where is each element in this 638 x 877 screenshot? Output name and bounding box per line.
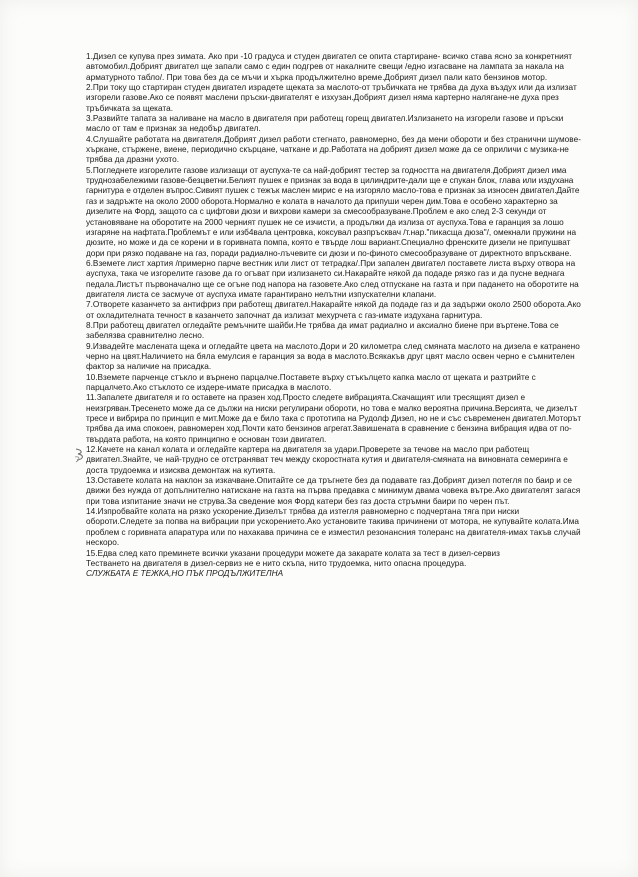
final-statement: СЛУЖБАТА Е ТЕЖКА,НО ПЪК ПРОДЪЛЖИТЕЛНА bbox=[86, 569, 284, 579]
paragraph-11: 11.Запалете двигателя и го оставете на празен ход.Просто следете вибрацията.Скачащият или тресящият дизел е неизгряван.Тресенето може да се дължи на ниски регулирани обороти, но това е малко вероятна причина.Версията, че дизелът тресе и вибрира по принцип е мит.Може да е било така с прототипа на Рудолф Дизел, но не и със съвременен двигател.Моторът трябва да има спокоен, равномерен ход.Почти като бензинов агрегат.Завишената в сравнение с бензина вибрация идва от по-твърдата работа, на която принципно е основан този двигател. bbox=[86, 393, 582, 444]
paragraph-7: 7.Отворете казанчето за антифриз при работещ двигател.Накарайте някой да подаде газ и да задържи около 2500 оборота.Ако от охладителната течност в казанчето започнат да излизат мехурчета с газ-имате издухана гарнитура. bbox=[86, 300, 581, 320]
paragraph-3: 3.Развийте тапата за наливане на масло в двигателя при работещ горещ двигател.Излизането на изгорели газове и пръски масло от там е признак за недобър двигател. bbox=[86, 114, 564, 134]
paragraph-15: 15.Едва след като преминете всички указани процедури можете да закарате колата за тест в дизел-сервиз bbox=[86, 548, 500, 558]
document-body bbox=[86, 52, 584, 580]
paragraph-6: 6.Вземете лист хартия /примерно парче вестник или лист от тетрадка/.При запален двигател поставете листа върху отвора на ауспуха, така че изгорелите газове да го огъват при излизането си.Накарайте някой да подаде рязко газ и да пусне веднага педала.Листът първоначално ще се огъне под напора на газовете.Ако след отпускане на газта и при падането на оборотите на двигателя листа се засмуче от ауспуха имате гарантирано нелътни изпускателни клапани. bbox=[86, 258, 579, 299]
closing-statement: Тестването на двигателя в дизел-сервиз не е нито скъпа, нито трудоемка, нито опасна процедура. bbox=[86, 558, 467, 568]
paragraph-13: 13.Оставете колата на наклон за изкачване.Опитайте се да тръгнете без да подавате газ.Добрият дизел потегля по баир и се движи без нужда от допълнително натискане на газта на първа предавка с минимум двама човека вътре.Ако двигателят загася при това изпитание значи не струва.За сведение моя Форд катери без газ доста стръмни баири по черен път. bbox=[86, 476, 581, 506]
paragraph-10: 10.Вземете парченце стъкло и върнено парцалче.Поставете върху стъкълцето капка масло от щеката и разтрийте с парцалчето.Ако стъклото се издере-имате присадка в маслото. bbox=[86, 372, 536, 392]
paragraph-1: 1.Дизел се купува през зимата. Ако при -10 градуса и студен двигател се опита стартиране- всичко става ясно за конкретният автомобил.Добрият двигател ще запали само с един подгрев от накалните свещи /едно изгасване на лампата за накала на арматурното табло/. При това без да се мъчи и хърка продължително време.Добрият дизел пали като бензинов мотор. bbox=[86, 52, 573, 82]
margin-scribble-mark bbox=[73, 447, 87, 461]
paragraph-4: 4.Слушайте работата на двигателя.Добрият дизел работи стегнато, равномерно, без да мени обороти и без странични шумове-хъркане, стържене, виене, периодично скърцане, чаткане и др.Работата на добрият дизел може да се оприличи с музика-не трябва да дразни ухото. bbox=[86, 134, 581, 165]
paragraph-14: 14.Изпробвайте колата на рязко ускорение.Дизелът трябва да изтегля равномерно с подчертана тяга при ниски обороти.Следете за попва на вибрации при ускорението.Ако установите такива причинени от мотора, не купувайте колата.Има проблем с горивната апаратура или по нахакава причина се е изместил резонансния толеранс на двигателя-имах такъв случай нескоро. bbox=[86, 507, 581, 548]
paragraph-8: 8.При работещ двигател огледайте ремъчните шайби.Не трябва да имат радиално и аксиално биене при въртене.Това се забелязва сравнително лесно. bbox=[86, 320, 559, 341]
paragraph-2: 2.При току що стартиран студен двигател израдете щеката за маслото-от тръбичката не трябва да духа въздух или да излизат изгорели газове.Ако се появят маслени пръски-двигателят е изхузан.Добрият дизел няма картерно налягане-не духа през тръбичката за щеката. bbox=[86, 83, 577, 113]
paragraph-5: 5.Погледнете изгорелите газове излизащи от ауспуха-те са най-добрият тестер за годността на двигателя.Добрият дизел има трудноза6ележими газове-безцветни.Белият пушек е признак за вода в цилиндрите-дали ще е спукан блок, глава или издухана гарнитура е отделен въпрос.Сивият пушек с тежък маслен мирис е на изгоряло масло-това е признак за износен двигател.Дайте газ и задръжте на около 2000 оборота.Нормално е колата в началото да припуши черен дим.Това е особено характерно за дизелите на Форд, защото са с цифтови дюзи и вихрови камери за смесообразуване.Проблем е ако след 2-3 секунди от установяване на оборотите на 2000 черният пушек не се изчисти, а продължи да излиза от ауспуха.Това е гаранция за лошо изгаряне на нафтата.Проблемът е или изб4вала центровка, коксувал разпръсквач /т.нар."пикасща дюза"/, омекнали пружини на дюзите, но може и да се корени и в горивната помпа, която е твърде лош вариант.Специално френските дизели не припушват дори при рязко подаване на газ, поради радиално-лъчевите си дюзи и по-финото смесообразуване от директното впръскване. bbox=[86, 165, 580, 258]
paragraph-12: 12.Качете на канал колата и огледайте картера на двигателя за удари.Проверете за течове на масло при работещ двигател.Знайте, че най-трудно се отстраняват теч между скоростната кутия и двигателя-смяната на виновната семеринга е доста трудоемка и изисква демонтаж на кутията. bbox=[86, 445, 568, 475]
paragraph-9: 9.Извадейте маслената щека и огледайте цвета на маслото.Дори и 20 километра след смяната маслото на дизела е катранено черно на цвят.Наличието на бяла емулсия е гаранция за вода в маслото.Всякакъв друг цвят масло освен черно е съмнителен фактор за наличие на присадка. bbox=[86, 341, 580, 372]
